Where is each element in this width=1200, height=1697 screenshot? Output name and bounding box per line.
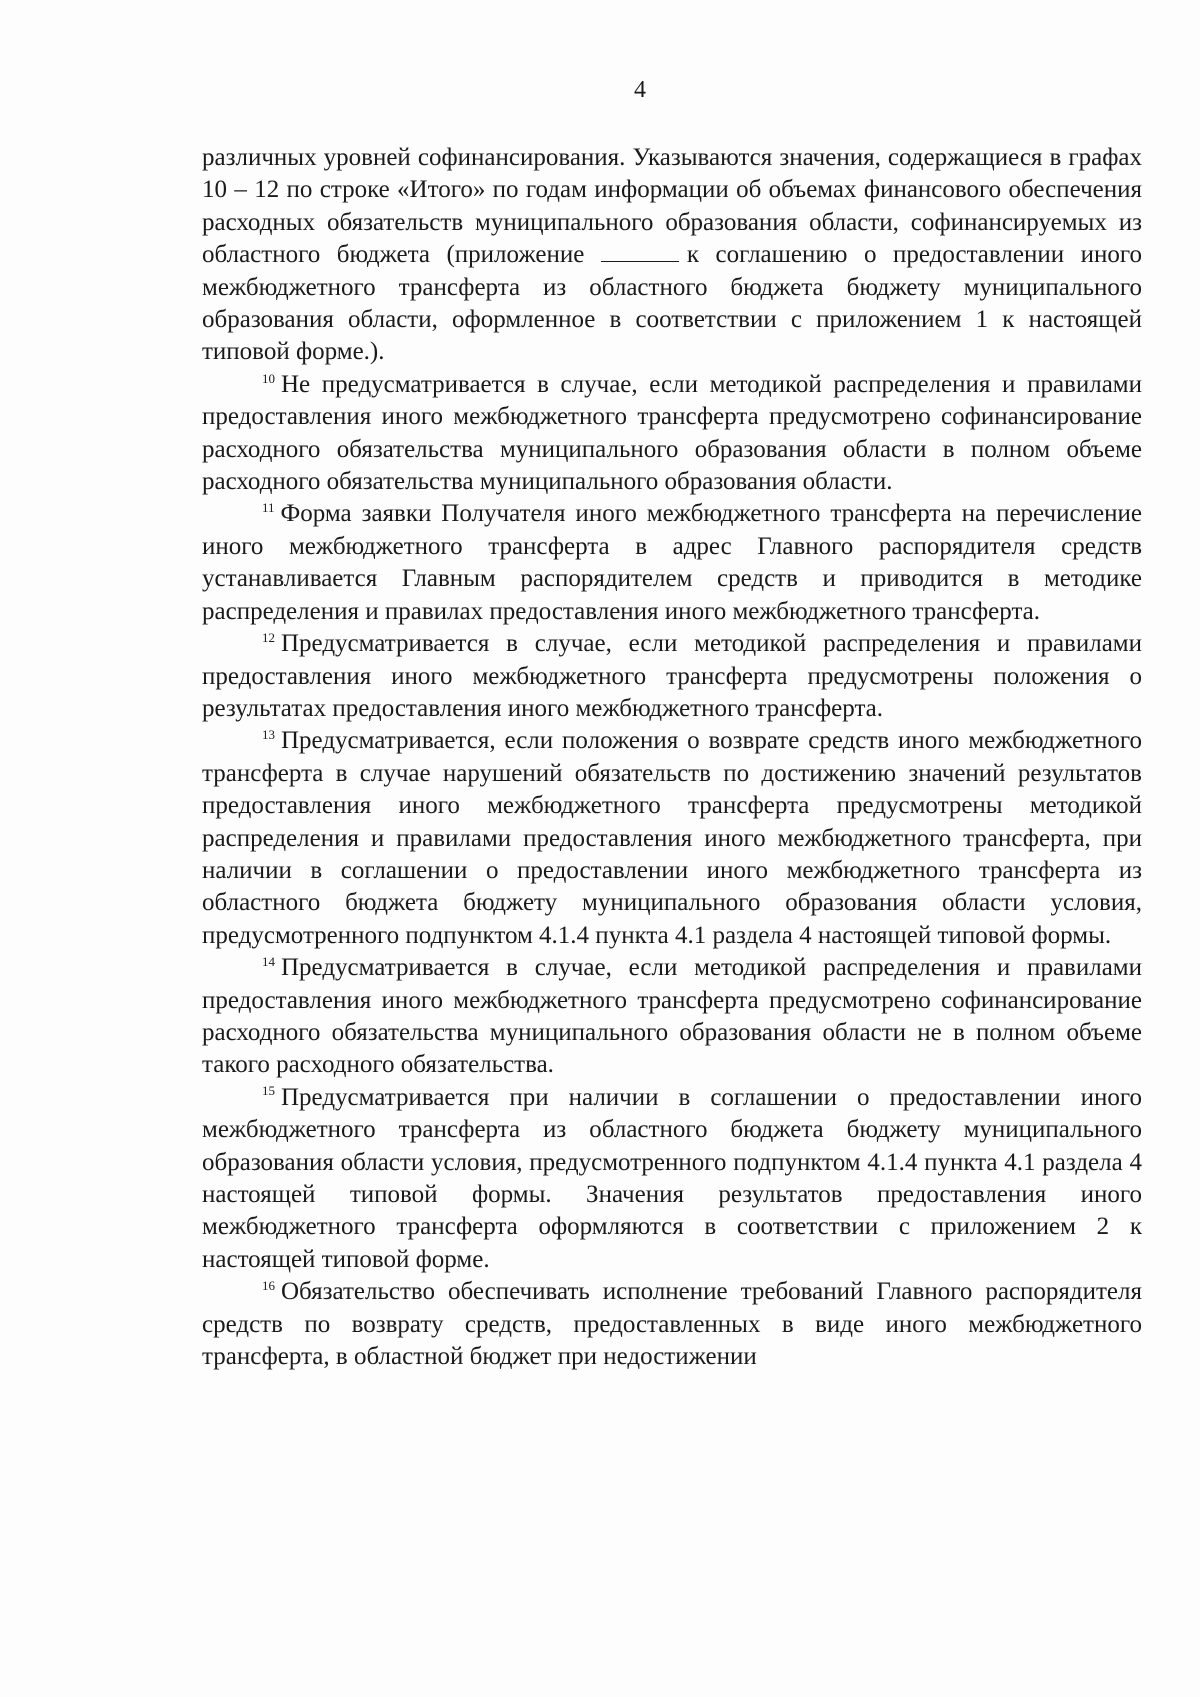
footnote-15 [202,1082,1142,1276]
footnote-text: Форма заявки Получателя иного межбюджетного трансферта на перечисление иного межбюджетного трансферта в адрес Главного распорядителя средств устанавливается Главным распорядителем средств и приводится в методике распределения и правилах предоставления иного межбюджетного трансферта. [202,500,1142,625]
footnote-number: 16 [262,1277,275,1293]
document-body [202,142,1142,1373]
footnote-text: Предусматривается в случае, если методикой распределения и правилами предоставления иного межбюджетного трансферта предусмотрено софинансирование расходного обязательства муниципального образования области не в полном объеме такого расходного обязательства. [202,954,1142,1079]
footnote-16 [202,1276,1142,1373]
footnote-number: 14 [262,953,275,969]
footnote-number: 12 [262,629,275,645]
intro-text-before-blank: различных уровней софинансирования. Указываются значения, содержащиеся в графах 10 – 12 по строке «Итого» по годам информации об объемах финансового обеспечения расходных обязательств муниципального образования области, софинансируемых из областного бюджета (приложение [202,144,1142,269]
footnote-text: Предусматривается в случае, если методикой распределения и правилами предоставления иного межбюджетного трансферта предусмотрены положения о результатах предоставления иного межбюджетного трансферта. [202,630,1142,722]
footnote-text: Предусматривается, если положения о возврате средств иного межбюджетного трансферта в случае нарушений обязательств по достижению значений результатов предоставления иного межбюджетного трансферта предусмотрены методикой распределения и правилами предоставления иного межбюджетного трансферта, при наличии в соглашении о предоставлении иного межбюджетного трансферта из областного бюджета бюджету муниципального образования области условия, предусмотренного подпунктом 4.1.4 пункта 4.1 раздела 4 настоящей типовой формы. [202,727,1142,949]
footnote-13 [202,725,1142,952]
footnote-number: 11 [262,500,275,516]
intro-paragraph [202,142,1142,369]
intro-text-after-blank: к соглашению о предоставлении иного межбюджетного трансферта из областного бюджета бюджету муниципального образования области, оформленное в соответствии с приложением 1 к настоящей типовой форме.). [202,241,1142,366]
footnote-14 [202,952,1142,1082]
blank-line [601,241,679,262]
footnote-number: 13 [262,726,275,742]
footnote-number: 15 [262,1083,275,1099]
footnote-12 [202,628,1142,725]
footnote-number: 10 [262,370,275,386]
footnote-11 [202,498,1142,628]
footnote-text: Не предусматривается в случае, если методикой распределения и правилами предоставления иного межбюджетного трансферта предусмотрено софинансирование расходного обязательства муниципального образования области в полном объеме расходного обязательства муниципального образования области. [202,370,1142,496]
footnote-text: Предусматривается при наличии в соглашении о предоставлении иного межбюджетного трансферта из областного бюджета бюджету муниципального образования области условия, предусмотренного подпунктом 4.1.4 пункта 4.1 раздела 4 настоящей типовой формы. Значения результатов предоставления иного межбюджетного трансферта оформляются в соответствии с приложением 2 к настоящей типовой форме. [202,1083,1142,1273]
footnote-text: Обязательство обеспечивать исполнение требований Главного распорядителя средств по возврату средств, предоставленных в виде иного межбюджетного трансферта, в областной бюджет при недостижении [202,1278,1142,1371]
page-number: 4 [634,77,646,103]
footnote-10 [202,369,1142,499]
